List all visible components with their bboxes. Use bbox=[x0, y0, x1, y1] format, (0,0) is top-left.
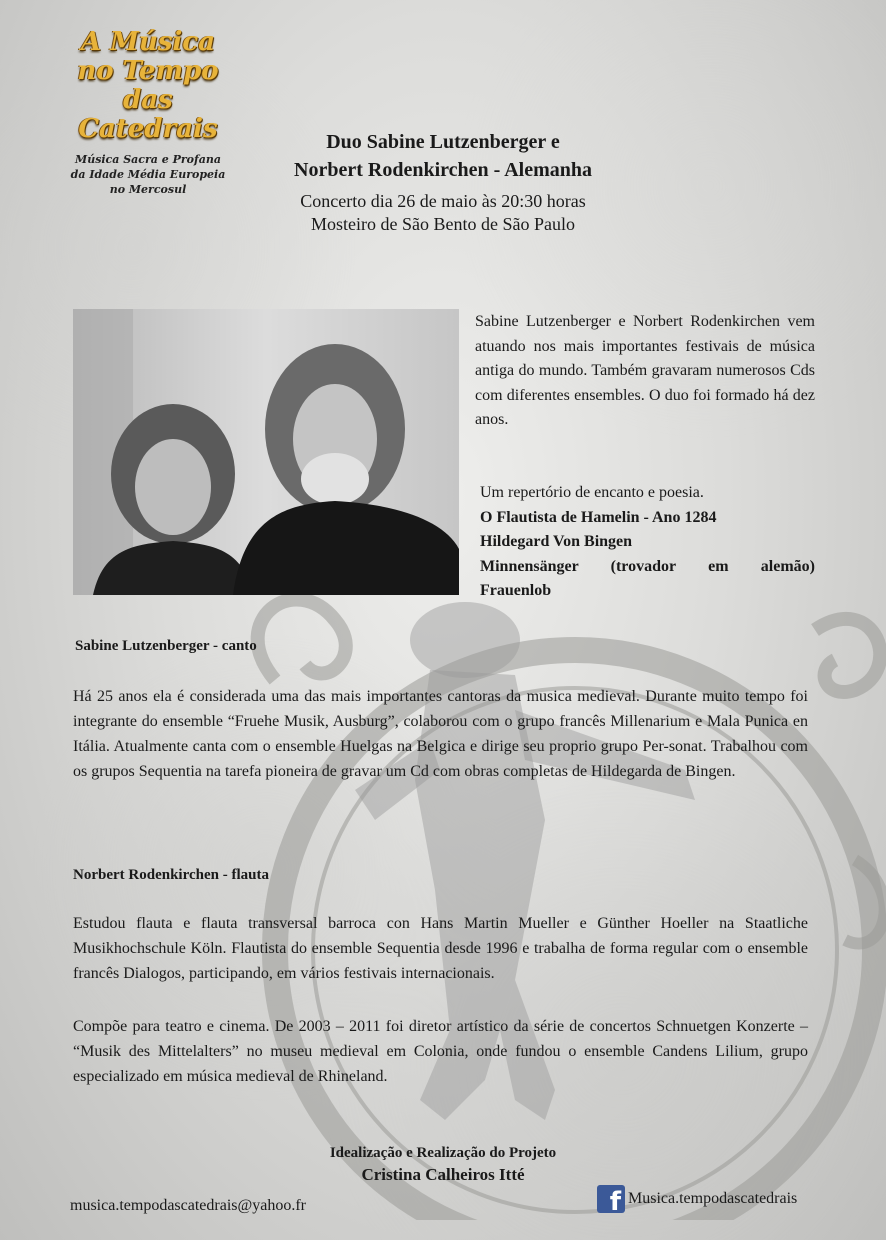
concert-title bbox=[230, 128, 656, 184]
norbert-heading: Norbert Rodenkirchen - flauta bbox=[73, 867, 269, 883]
repertoire-item: Minnensänger (trovador em alemão) bbox=[480, 557, 815, 575]
duo-photo bbox=[73, 309, 459, 595]
norbert-bio-2: Compõe para teatro e cinema. De 2003 – 2011 foi diretor artístico da série de concertos Schnuetgen Konzerte – “Musik des Mittelalters” no museu medieval em Colonia, onde fundou o ensemble Candens Lilium, grupo especializado em música medieval de Rhineland. bbox=[73, 1018, 808, 1085]
logo-title-line: no Tempo das bbox=[77, 56, 219, 115]
logo-title-line: Catedrais bbox=[78, 114, 218, 144]
logo-title-line: A Música bbox=[80, 27, 216, 57]
concert-title-line1: Duo Sabine Lutzenberger e bbox=[326, 131, 560, 153]
concert-venue: Mosteiro de São Bento de São Paulo bbox=[311, 214, 575, 234]
logo-subtitle-line: no Mercosul bbox=[109, 183, 187, 196]
sabine-heading: Sabine Lutzenberger - canto bbox=[75, 638, 257, 654]
repertoire-list bbox=[480, 481, 815, 604]
duo-intro: Sabine Lutzenberger e Norbert Rodenkirchen vem atuando nos mais importantes festivais de música antiga do mundo. Também gravaram numerosos Cds com diferentes ensembles. O duo foi formado há dez anos. bbox=[475, 313, 815, 428]
credits-name: Cristina Calheiros Itté bbox=[361, 1165, 525, 1184]
repertoire-item: Frauenlob bbox=[480, 582, 552, 599]
concert-date: Concerto dia 26 de maio às 20:30 horas bbox=[300, 191, 586, 211]
credits-label: Idealização e Realização do Projeto bbox=[329, 1145, 557, 1161]
facebook-icon: f bbox=[597, 1185, 625, 1213]
repertoire-item: O Flautista de Hamelin - Ano 1284 bbox=[480, 508, 717, 526]
concert-title-line2: Norbert Rodenkirchen - Alemanha bbox=[294, 159, 592, 181]
facebook-handle: Musica.tempodascatedrais bbox=[628, 1190, 798, 1207]
background-emblem bbox=[215, 560, 886, 1220]
concert-header bbox=[230, 128, 656, 236]
logo-subtitle-line: Música Sacra e Profana bbox=[75, 153, 221, 166]
concert-details bbox=[230, 190, 656, 236]
sabine-bio: Há 25 anos ela é considerada uma das mais importantes cantoras da musica medieval. Durante muito tempo foi integrante do ensemble “Fruehe Musik, Ausburg”, colaborou com o grupo francês Millenarium e Mala Punica en Itália. Atualmente canta com o ensemble Huelgas na Belgica e dirige seu proprio grupo Per-sonat. Trabalhou com os grupos Sequentia na tarefa pioneira de gravar um Cd com obras completas de Hildegarda de Bingen. bbox=[73, 688, 808, 780]
repertoire-lead: Um repertório de encanto e poesia. bbox=[480, 484, 704, 501]
logo-subtitle bbox=[60, 152, 236, 197]
norbert-bio-1: Estudou flauta e flauta transversal barroca con Hans Martin Mueller e Günther Hoeller na Staatliche Musikhochschule Köln. Flautista do ensemble Sequentia desde 1996 e trabalha de forma regular com o ensemble francês Dialogos, participando, em vários festivais internacionais. bbox=[73, 915, 808, 982]
logo-title bbox=[60, 28, 236, 144]
facebook-link[interactable] bbox=[597, 1185, 798, 1217]
project-credits bbox=[230, 1142, 656, 1186]
contact-email[interactable]: musica.tempodascatedrais@yahoo.fr bbox=[70, 1197, 306, 1214]
logo-subtitle-line: da Idade Média Europeia bbox=[70, 168, 226, 181]
repertoire-item: Hildegard Von Bingen bbox=[480, 533, 633, 550]
project-logo bbox=[60, 28, 236, 197]
